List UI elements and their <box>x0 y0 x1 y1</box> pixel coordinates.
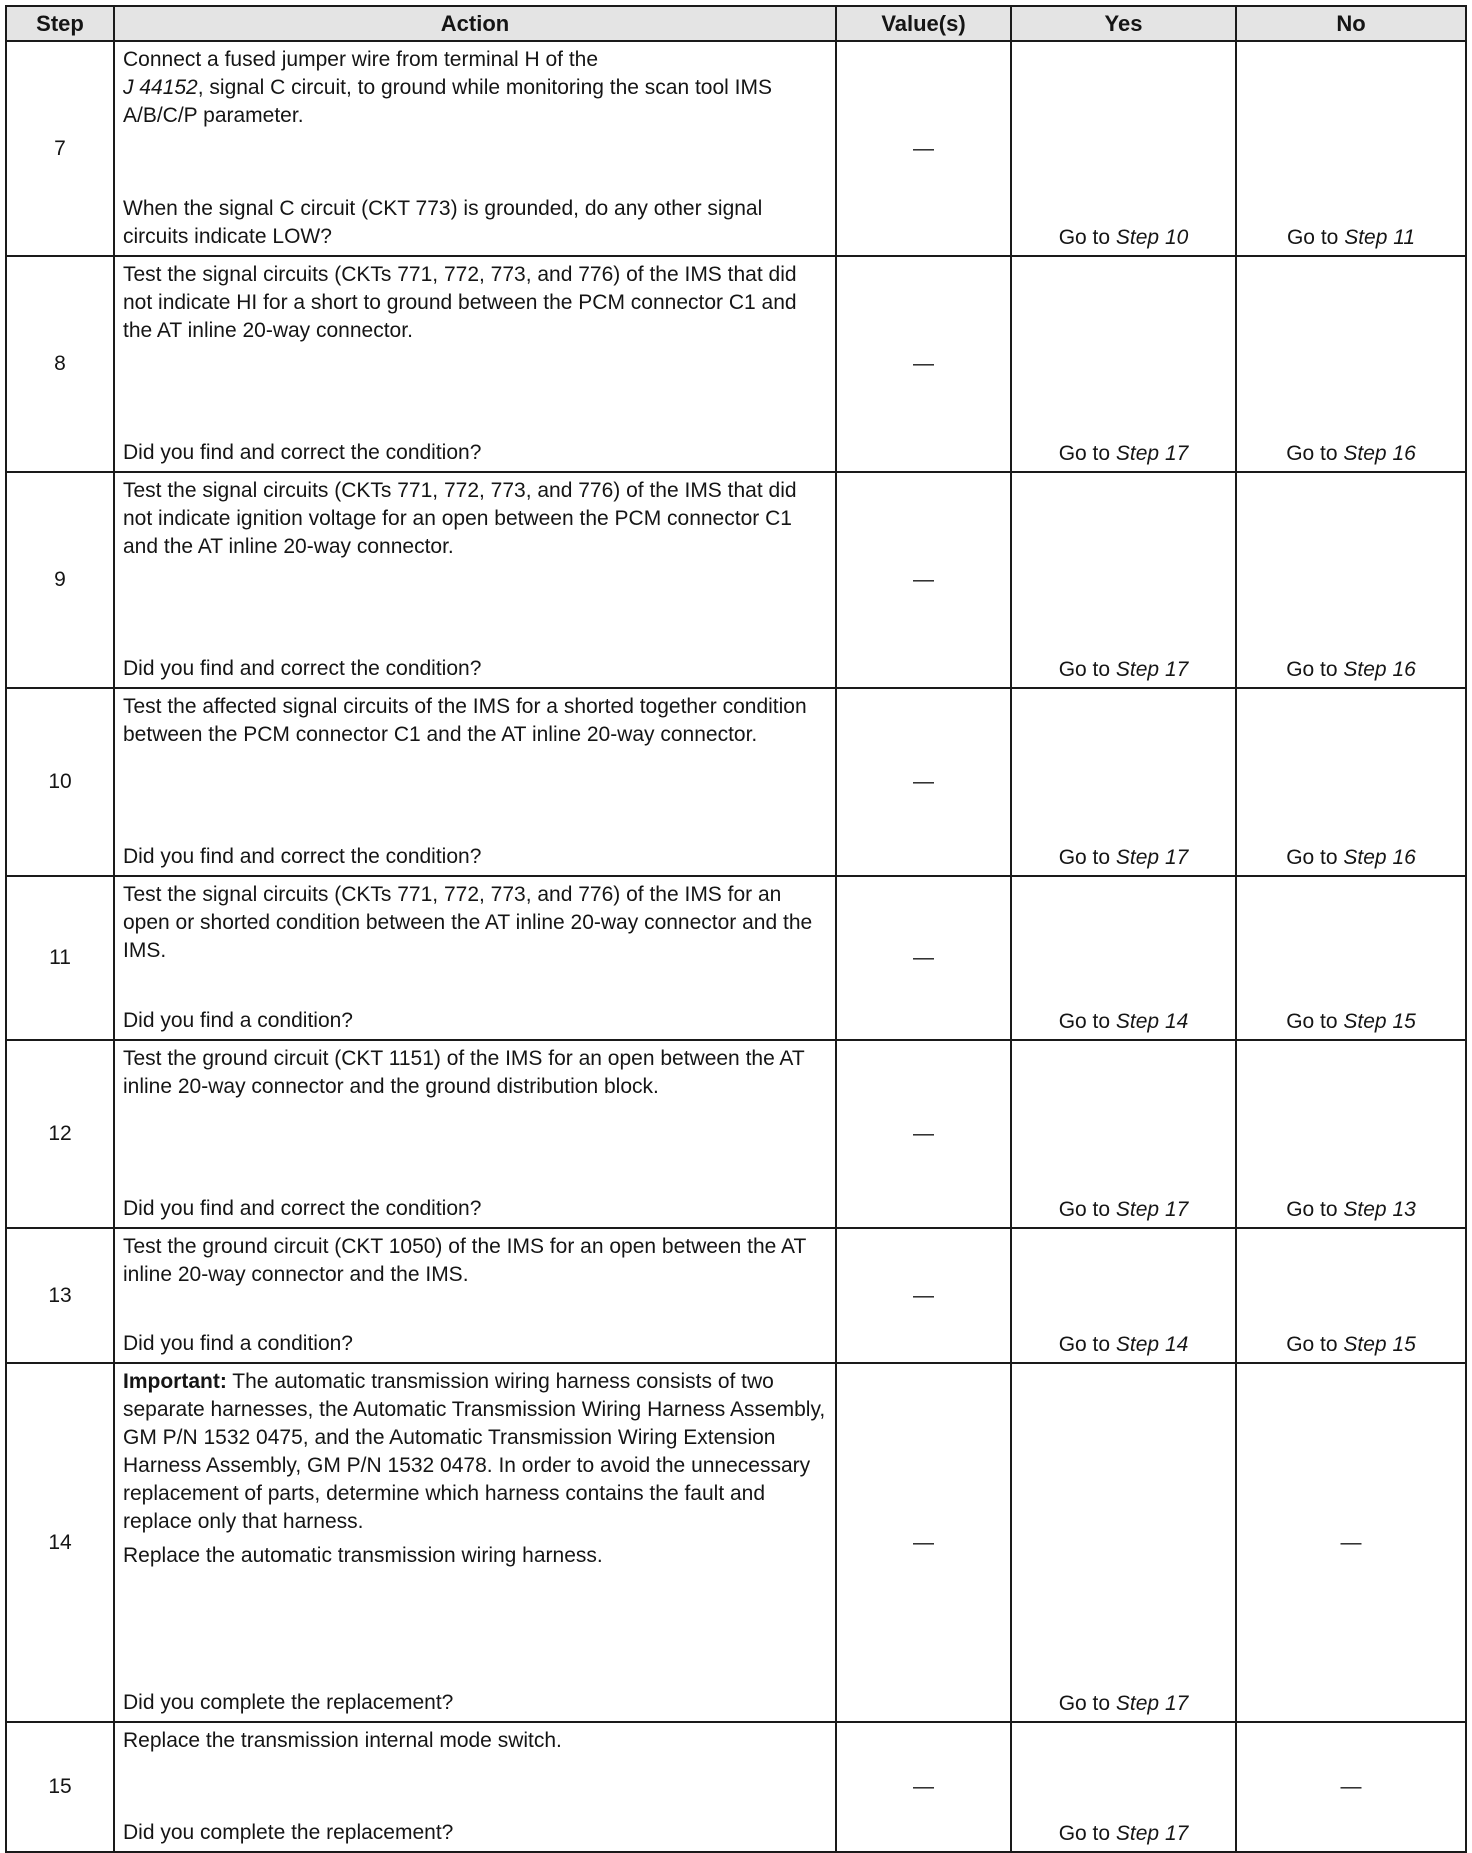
yes-step-link: Step 17 <box>1115 442 1189 465</box>
value-text: — <box>913 1775 934 1798</box>
question-text: Did you find and correct the condition? <box>123 1197 482 1220</box>
table-row <box>6 472 1466 688</box>
yes-cell: Go to Step 17 <box>1011 472 1236 688</box>
value-cell <box>836 41 1011 256</box>
action-text: Test the ground circuit (CKT 1050) of the IMS for an open between the AT inline 20-way connector and the IMS. <box>123 1235 806 1286</box>
table-row <box>6 1363 1466 1722</box>
action-text: Test the signal circuits (CKTs 771, 772, 773, and 776) of the IMS that did not indicate HI for a short to ground between the PCM connector C1 and the AT inline 20-way connector. <box>123 263 797 342</box>
value-text: — <box>913 352 934 375</box>
header-row <box>6 6 1466 41</box>
no-value-text: — <box>1340 1530 1362 1554</box>
step-number: 7 <box>6 41 114 256</box>
action-cell <box>114 1228 836 1363</box>
step-number: 10 <box>6 688 114 876</box>
no-cell <box>1236 1722 1466 1852</box>
value-text: — <box>913 946 934 969</box>
table-row <box>6 1040 1466 1228</box>
table-row <box>6 1228 1466 1363</box>
question-text: When the signal C circuit (CKT 773) is grounded, do any other signal circuits indicate LOW? <box>123 197 763 248</box>
no-step-link: Step 15 <box>1343 1010 1416 1033</box>
value-cell <box>836 1228 1011 1363</box>
action-cell <box>114 688 836 876</box>
step-number: 15 <box>6 1722 114 1852</box>
action-cell <box>114 472 836 688</box>
yes-cell: Go to Step 17 <box>1011 1040 1236 1228</box>
value-cell <box>836 688 1011 876</box>
yes-cell: Go to Step 17 <box>1011 1363 1236 1722</box>
value-text: — <box>913 1283 934 1307</box>
action-cell <box>114 41 836 256</box>
no-cell: Go to Step 11 <box>1236 41 1466 256</box>
header-action: Action <box>114 6 836 41</box>
yes-step-link: Step 17 <box>1115 658 1189 681</box>
important-note: Important: The automatic transmission wiring harness consists of two separate harnesses, the Automatic Transmission Wiring Harness Assembly, GM P/N 1532 0475, and the Automatic Transmission Wiring Extension Harness Assembly, GM P/N 1532 0478. In order to avoid the unnecessary replacement of parts, determine which harness contains the fault and replace only that harness. <box>123 1370 826 1533</box>
value-cell <box>836 472 1011 688</box>
diagnostic-table <box>5 5 1467 1853</box>
yes-step-link: Step 17 <box>1115 1692 1189 1715</box>
table-row <box>6 688 1466 876</box>
yes-step-link: Step 17 <box>1115 1198 1189 1221</box>
value-text: — <box>913 770 934 793</box>
table-row <box>6 876 1466 1040</box>
value-cell <box>836 1363 1011 1722</box>
yes-cell: Go to Step 14 <box>1011 1228 1236 1363</box>
yes-cell: Go to Step 14 <box>1011 876 1236 1040</box>
action-cell <box>114 1722 836 1852</box>
yes-cell: Go to Step 17 <box>1011 256 1236 472</box>
table-row <box>6 41 1466 256</box>
no-cell: Go to Step 16 <box>1236 256 1466 472</box>
step-number: 8 <box>6 256 114 472</box>
tool-reference: J 44152 <box>123 76 198 99</box>
question-text: Did you find and correct the condition? <box>123 845 482 868</box>
no-step-link: Step 16 <box>1343 442 1416 465</box>
action-text: Test the affected signal circuits of the IMS for a shorted together condition between the PCM connector C1 and the AT inline 20-way connector. <box>123 695 807 746</box>
no-step-link: Step 16 <box>1343 846 1416 869</box>
question-text: Did you complete the replacement? <box>123 1821 454 1844</box>
table-row <box>6 256 1466 472</box>
yes-step-link: Step 14 <box>1115 1010 1189 1033</box>
no-cell: Go to Step 15 <box>1236 876 1466 1040</box>
yes-step-link: Step 17 <box>1115 846 1189 869</box>
question-text: Did you find a condition? <box>123 1009 353 1032</box>
no-cell <box>1236 1363 1466 1722</box>
yes-cell: Go to Step 10 <box>1011 41 1236 256</box>
value-cell <box>836 1040 1011 1228</box>
no-value-text: — <box>1340 1775 1362 1798</box>
value-text: — <box>913 1530 934 1554</box>
step-number: 11 <box>6 876 114 1040</box>
yes-step-link: Step 17 <box>1115 1822 1189 1845</box>
question-text: Did you find a condition? <box>123 1332 353 1355</box>
step-number: 14 <box>6 1363 114 1722</box>
question-text: Did you find and correct the condition? <box>123 657 482 680</box>
step-number: 13 <box>6 1228 114 1363</box>
step-number: 9 <box>6 472 114 688</box>
value-text: — <box>913 1122 934 1145</box>
question-text: Did you complete the replacement? <box>123 1691 454 1714</box>
value-cell <box>836 876 1011 1040</box>
action-text: Connect a fused jumper wire from terminal H of the J 44152, signal C circuit, to ground while monitoring the scan tool IMS A/B/C/P parameter. <box>123 48 773 127</box>
header-values: Value(s) <box>836 6 1011 41</box>
action-text: Replace the transmission internal mode switch. <box>123 1729 562 1752</box>
no-cell: Go to Step 13 <box>1236 1040 1466 1228</box>
header-yes: Yes <box>1011 6 1236 41</box>
action-text: Test the ground circuit (CKT 1151) of the IMS for an open between the AT inline 20-way connector and the ground distribution block. <box>123 1047 805 1098</box>
action-cell <box>114 1040 836 1228</box>
step-number: 12 <box>6 1040 114 1228</box>
no-step-link: Step 15 <box>1343 1333 1416 1356</box>
action-text: Test the signal circuits (CKTs 771, 772, 773, and 776) of the IMS for an open or shorted condition between the AT inline 20-way connector and the IMS. <box>123 883 813 962</box>
header-step: Step <box>6 6 114 41</box>
value-cell <box>836 256 1011 472</box>
no-cell: Go to Step 16 <box>1236 688 1466 876</box>
important-label: Important: <box>123 1370 227 1393</box>
table-row <box>6 1722 1466 1852</box>
no-step-link: Step 11 <box>1344 226 1416 249</box>
yes-cell: Go to Step 17 <box>1011 1722 1236 1852</box>
question-text: Did you find and correct the condition? <box>123 441 482 464</box>
action-text: Test the signal circuits (CKTs 771, 772, 773, and 776) of the IMS that did not indicate ignition voltage for an open between the PCM connector C1 and the AT inline 20-way connector. <box>123 479 797 558</box>
no-step-link: Step 16 <box>1343 658 1416 681</box>
action-text: Replace the automatic transmission wiring harness. <box>123 1544 603 1567</box>
no-step-link: Step 13 <box>1343 1198 1416 1221</box>
header-no: No <box>1236 6 1466 41</box>
no-cell: Go to Step 15 <box>1236 1228 1466 1363</box>
yes-step-link: Step 14 <box>1115 1333 1189 1356</box>
no-cell: Go to Step 16 <box>1236 472 1466 688</box>
value-cell <box>836 1722 1011 1852</box>
value-text: — <box>913 568 934 591</box>
yes-cell: Go to Step 17 <box>1011 688 1236 876</box>
value-text: — <box>913 136 934 160</box>
action-cell <box>114 1363 836 1722</box>
yes-step-link: Step 10 <box>1115 226 1189 249</box>
action-cell <box>114 876 836 1040</box>
action-cell <box>114 256 836 472</box>
